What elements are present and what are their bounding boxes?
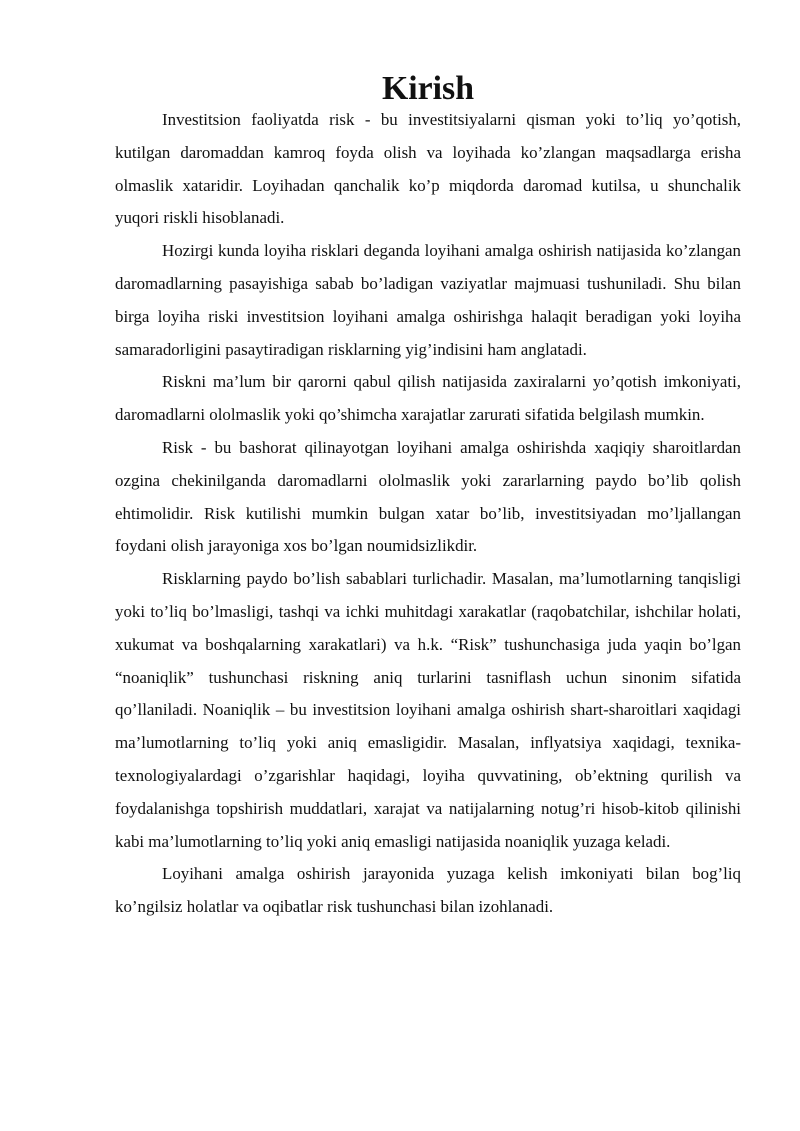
paragraph-1: Investitsion faoliyatda risk - bu investitsiyalarni qisman yoki to’liq yo’qotish, kutilgan daromaddan kamroq foyda olish va loyihada ko’zlangan maqsadlarga erisha olmaslik xataridir. Loyihadan qanchalik ko’p miqdorda daromad kutilsa, u shunchalik yuqori riskli hisoblanadi. bbox=[115, 110, 741, 228]
paragraph-5: Risklarning paydo bo’lish sabablari turlichadir. Masalan, ma’lumotlarning tanqisligi yoki to’liq bo’lmasligi, tashqi va ichki muhitdagi xarakatlar (raqobatchilar, ishchilar holati, xukumat va boshqalarning xarakatlari) va h.k. “Risk” tushunchasiga juda yaqin bo’lgan “noaniqlik” tushunchasi riskning aniq turlarini tasniflash uchun sinonim sifatida qo’llaniladi. Noaniqlik – bu investitsion loyihani amalga oshirish shart-sharoitlari xaqidagi ma’lumotlarning to’liq yoki aniq emasligidir. Masalan, inflyatsiya xaqidagi, texnika-texnologiyalardagi o’zgarishlar haqidagi, loyiha quvvatining, ob’ektning qurilish va foydalanishga topshirish muddatlari, xarajat va natijalarning notug’ri hisob-kitob qilinishi kabi ma’lumotlarning to’liq yoki aniq emasligi natijasida noaniqlik yuzaga keladi. bbox=[115, 569, 741, 851]
paragraph-6: Loyihani amalga oshirish jarayonida yuzaga kelish imkoniyati bilan bog’liq ko’ngilsiz holatlar va oqibatlar risk tushunchasi bilan izohlanadi. bbox=[115, 864, 741, 917]
paragraph-4: Risk - bu bashorat qilinayotgan loyihani amalga oshirishda xaqiqiy sharoitlardan ozgina chekinilganda daromadlarni ololmaslik yoki zararlarning paydo bo’lib qolish ehtimolidir. Risk kutilishi mumkin bulgan xatar bo’lib, investitsiyadan mo’ljallangan foydani olish jarayoniga xos bo’lgan noumidsizlikdir. bbox=[115, 437, 741, 556]
paragraph-2: Hozirgi kunda loyiha risklari deganda loyihani amalga oshirish natijasida ko’zlangan daromadlarning pasayishiga sabab bo’ladigan vaziyatlar majmuasi tushuniladi. Shu bilan birga loyiha riski investitsion loyihani amalga oshirishga halaqit beradigan yoki loyiha samaradorligini pasaytiradigan risklarning yig’indisini ham anglatadi. bbox=[115, 241, 741, 359]
paragraph-3: Riskni ma’lum bir qarorni qabul qilish natijasida zaxiralarni yo’qotish imkoniyati, daromadlarni ololmaslik yoki qo’shimcha xarajatlar zarurati sifatida belgilash mumkin. bbox=[115, 372, 741, 425]
document-body bbox=[115, 70, 741, 924]
page-title: Kirish bbox=[381, 70, 475, 107]
